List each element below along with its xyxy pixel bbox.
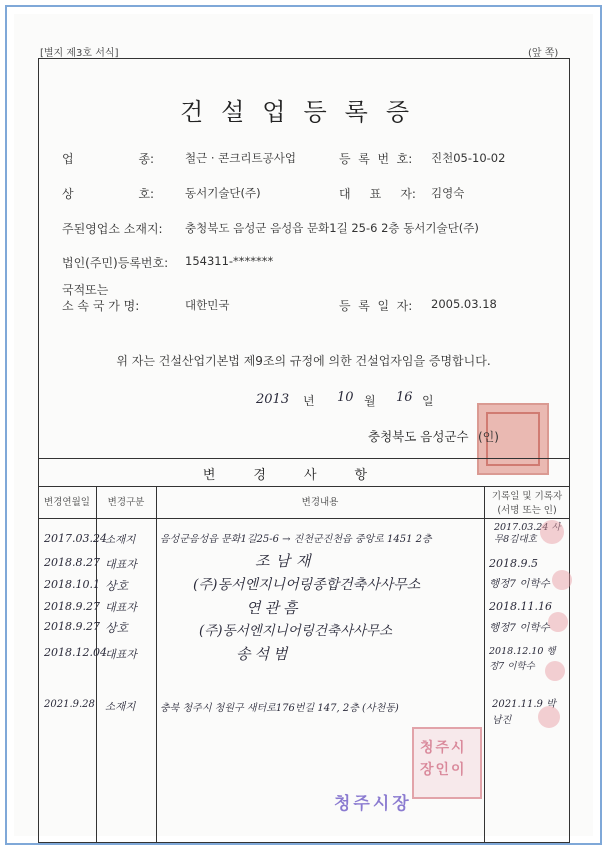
business-type-label: 업 종: <box>62 152 155 166</box>
ceo-label: 대 표 자: <box>339 187 416 201</box>
record-seal-3 <box>548 612 568 632</box>
row7-content: 충북 청주시 청원구 새터로176번길 147, 2층 (사천동) <box>160 703 399 714</box>
reg-no-label: 등 록 번 호: <box>339 152 413 166</box>
issue-day: 16 <box>396 390 413 405</box>
row2-record: 2018.9.5 <box>489 557 538 570</box>
row4-content: 연관흠 <box>246 599 302 617</box>
nationality-label-1: 국적또는 <box>62 283 109 297</box>
issue-month: 10 <box>337 390 354 405</box>
office-label: 주된영업소 소재지: <box>62 222 163 236</box>
issue-year: 2013 <box>256 392 290 407</box>
issuer-seal-mark: (인) <box>478 430 499 444</box>
certification-statement: 위 자는 건설산업기본법 제9조의 규정에 의한 건설업자임을 증명합니다. <box>116 354 491 368</box>
company-value: 동서기술단(주) <box>185 186 261 200</box>
ceo-value: 김영숙 <box>431 186 465 200</box>
row6-date: 2018.12.04 <box>44 646 107 659</box>
row6-record: 2018.12.10 행정7 이학수 <box>489 646 556 672</box>
city-seal-text-2: 장인이 <box>420 762 467 778</box>
nationality-value: 대한민국 <box>185 298 230 312</box>
row7-date: 2021.9.28 <box>44 699 95 710</box>
col-header-record: 기록일 및 기록자 <box>491 491 563 502</box>
reg-date-value: 2005.03.18 <box>431 297 497 311</box>
col-header-type: 변경구분 <box>107 497 145 508</box>
office-value: 충청북도 음성군 음성읍 문화1길 25-6 2층 동서기술단(주) <box>185 221 479 235</box>
issue-month-unit: 월 <box>364 394 376 408</box>
issuer-name: 충청북도 음성군수 <box>368 429 469 444</box>
row2-date: 2018.8.27 <box>44 556 100 569</box>
row3-record: 행정7 이학수 <box>489 578 550 590</box>
row7-record: 2021.11.9 박남진 <box>492 699 556 726</box>
city-mayor-stamp: 청주시장 <box>334 794 412 814</box>
row1-content: 음성군음성읍 문화1길25-6 → 진천군진천읍 중앙로 1451 2층 <box>160 534 432 545</box>
row4-type: 대표자 <box>105 601 137 614</box>
row5-date: 2018.9.27 <box>44 620 100 633</box>
row3-content: (주)동서엔지니어링종합건축사사무소 <box>193 577 421 593</box>
side-label: (앞 쪽) <box>528 48 559 59</box>
record-seal-5 <box>538 706 560 728</box>
row7-type: 소재지 <box>105 701 136 713</box>
record-seal-4 <box>545 661 565 681</box>
issue-day-unit: 일 <box>422 394 434 408</box>
row5-type: 상호 <box>105 621 129 635</box>
col-header-record-sub: (서명 또는 인) <box>497 505 557 516</box>
changes-title: 변경사항 <box>202 468 406 483</box>
col-header-content: 변경내용 <box>301 497 339 508</box>
city-seal-text-1: 청주시 <box>420 740 467 756</box>
issue-year-unit: 년 <box>303 394 315 408</box>
page-title: 건설업등록증 <box>179 98 428 126</box>
city-seal <box>412 727 482 799</box>
corp-no-value: 154311-******* <box>185 254 274 268</box>
record-seal-2 <box>552 570 572 590</box>
row3-date: 2018.10.1 <box>44 578 100 591</box>
reg-date-label: 등 록 일 자: <box>339 299 413 313</box>
corp-no-label: 법인(주민)등록번호: <box>62 256 169 270</box>
company-label: 상 호: <box>62 187 155 201</box>
row2-type: 대표자 <box>105 558 137 571</box>
row5-content: (주)동서엔지니어링건축사사무소 <box>199 623 393 639</box>
reg-no-value: 진천05-10-02 <box>431 151 506 165</box>
row1-type: 소재지 <box>105 534 136 546</box>
business-type-value: 철근 · 콘크리트공사업 <box>185 151 296 165</box>
col-header-date: 변경연월일 <box>44 497 90 508</box>
row1-date: 2017.03.24 <box>44 532 107 545</box>
row6-type: 대표자 <box>105 648 137 661</box>
row4-date: 2018.9.27 <box>44 600 100 613</box>
row1-record: 2017.03.24 사무8김대호 <box>494 522 561 545</box>
row5-record: 행정7 이학수 <box>489 622 550 634</box>
form-label: [별지 제3호 서식] <box>40 48 119 59</box>
nationality-label-2: 소 속 국 가 명: <box>62 299 140 313</box>
row2-content: 조남재 <box>255 552 317 570</box>
row6-content: 송석범 <box>236 645 292 663</box>
row4-record: 2018.11.16 <box>489 600 552 613</box>
row3-type: 상호 <box>105 579 129 593</box>
record-seal-1 <box>540 520 564 544</box>
